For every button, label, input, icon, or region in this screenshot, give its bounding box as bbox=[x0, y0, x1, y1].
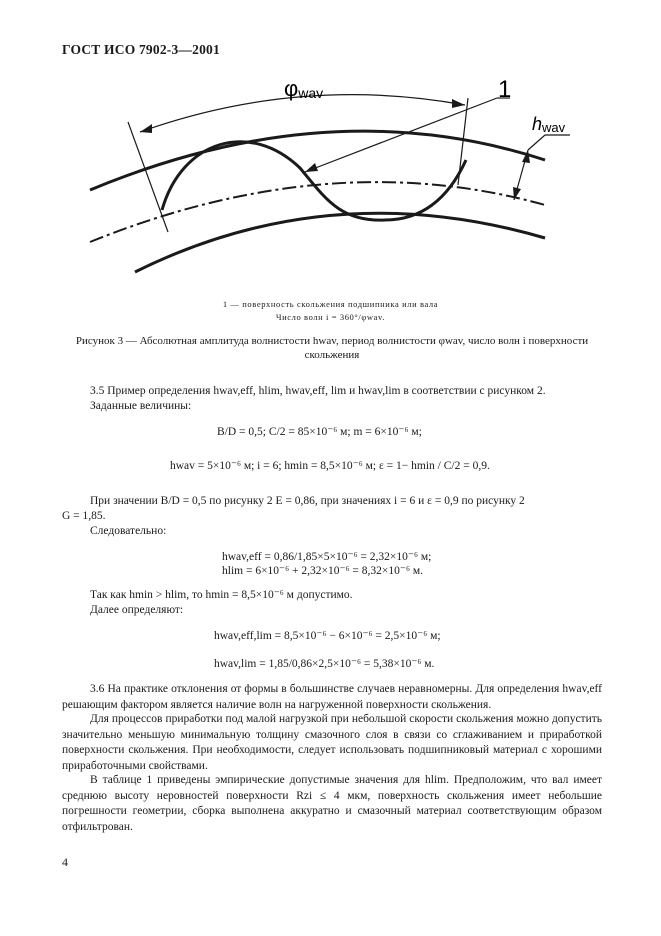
section-3-5-title: 3.5 Пример определения hwav,eff, hlim, hwav,eff, lim и hwav,lim в соответствии с рисунком 2. bbox=[90, 385, 546, 397]
section-3-6-paragraph-1: 3.6 На практике отклонения от формы в большинстве случаев неравномерны. Для определения hwav,eff решающим фактором является наличие волн на нагруженной поверхности скольжения. bbox=[62, 683, 602, 711]
equation-given-2: hwav = 5×10⁻⁶ м; i = 6; hmin = 8,5×10⁻⁶ м; ε = 1− hmin / C/2 = 0,9. bbox=[170, 460, 490, 472]
phi-arrow-left bbox=[140, 124, 152, 133]
figure-legend-line-1: 1 — поверхность скольжения подшипника или вала bbox=[222, 299, 439, 309]
leader-arrow bbox=[305, 163, 318, 172]
wave-profile bbox=[162, 142, 466, 220]
paragraph-values-line-1: При значении B/D = 0,5 по рисунку 2 E = 0,86, при значениях i = 6 и ε = 0,9 по рисунку 2 bbox=[90, 495, 525, 507]
inner-surface-arc bbox=[135, 213, 545, 272]
therefore-label: Следовательно: bbox=[90, 525, 167, 537]
leader-line-1 bbox=[305, 98, 497, 172]
label-h-wav: hwav bbox=[532, 114, 566, 135]
equation-h-wav-lim: hwav,lim = 1,85/0,86×2,5×10⁻⁶ = 5,38×10⁻⁶ м. bbox=[214, 658, 435, 670]
outer-surface-arc bbox=[90, 131, 545, 190]
equation-given-1: B/D = 0,5; C/2 = 85×10⁻⁶ м; m = 6×10⁻⁶ м; bbox=[217, 426, 422, 438]
paragraph-admissible: Так как hmin > hlim, то hmin = 8,5×10⁻⁶ м допустимо. bbox=[90, 589, 353, 601]
equation-h-wav-eff-lim: hwav,eff,lim = 8,5×10⁻⁶ − 6×10⁻⁶ = 2,5×10⁻⁶ м; bbox=[214, 630, 441, 642]
page-number: 4 bbox=[62, 855, 68, 869]
figure-legend-line-2: Число волн i = 360°/φwav. bbox=[275, 312, 386, 322]
section-3-6-paragraph-3: В таблице 1 приведены эмпирические допустимые значения для hlim. Предположим, что вал имеет среднюю высоту неровностей поверхности Rzi ≤ 4 мкм, поверхность скольжения имеет небольшие погрешности геометрии, сборка выполнена аккуратно и смазочный материал соответствующим образом отфильтрован. bbox=[62, 774, 602, 833]
document-header: ГОСТ ИСО 7902-3—2001 bbox=[62, 42, 220, 57]
section-3-6-paragraph-2: Для процессов приработки под малой нагрузкой при небольшой скорости скольжения можно допустить значительно меньшую минимальную толщину смазочного слоя в связи со сглаживанием и приработкой поверхности скольжения. При необходимости, следует использовать подшипниковый материал с хорошими приработочными свойствами. bbox=[62, 713, 602, 772]
label-one: 1 bbox=[498, 76, 512, 103]
equation-h-lim: hlim = 6×10⁻⁶ + 2,32×10⁻⁶ = 8,32×10⁻⁶ м. bbox=[222, 565, 424, 577]
further-label: Далее определяют: bbox=[90, 604, 184, 616]
figure-3-diagram bbox=[0, 60, 661, 300]
given-values-label: Заданные величины: bbox=[90, 400, 192, 412]
h-leader bbox=[528, 135, 545, 150]
equation-h-wav-eff: hwav,eff = 0,86/1,85×5×10⁻⁶ = 2,32×10⁻⁶ м; bbox=[222, 551, 432, 563]
phi-arrow-right bbox=[452, 99, 465, 108]
label-phi-wav: φwav bbox=[284, 76, 324, 101]
figure-caption: Рисунок 3 — Абсолютная амплитуда волнистости hwav, период волнистости φwav, число волн i поверхности скольжения bbox=[75, 335, 589, 361]
paragraph-values-line-2: G = 1,85. bbox=[62, 510, 106, 522]
phi-extension-left bbox=[128, 122, 168, 232]
